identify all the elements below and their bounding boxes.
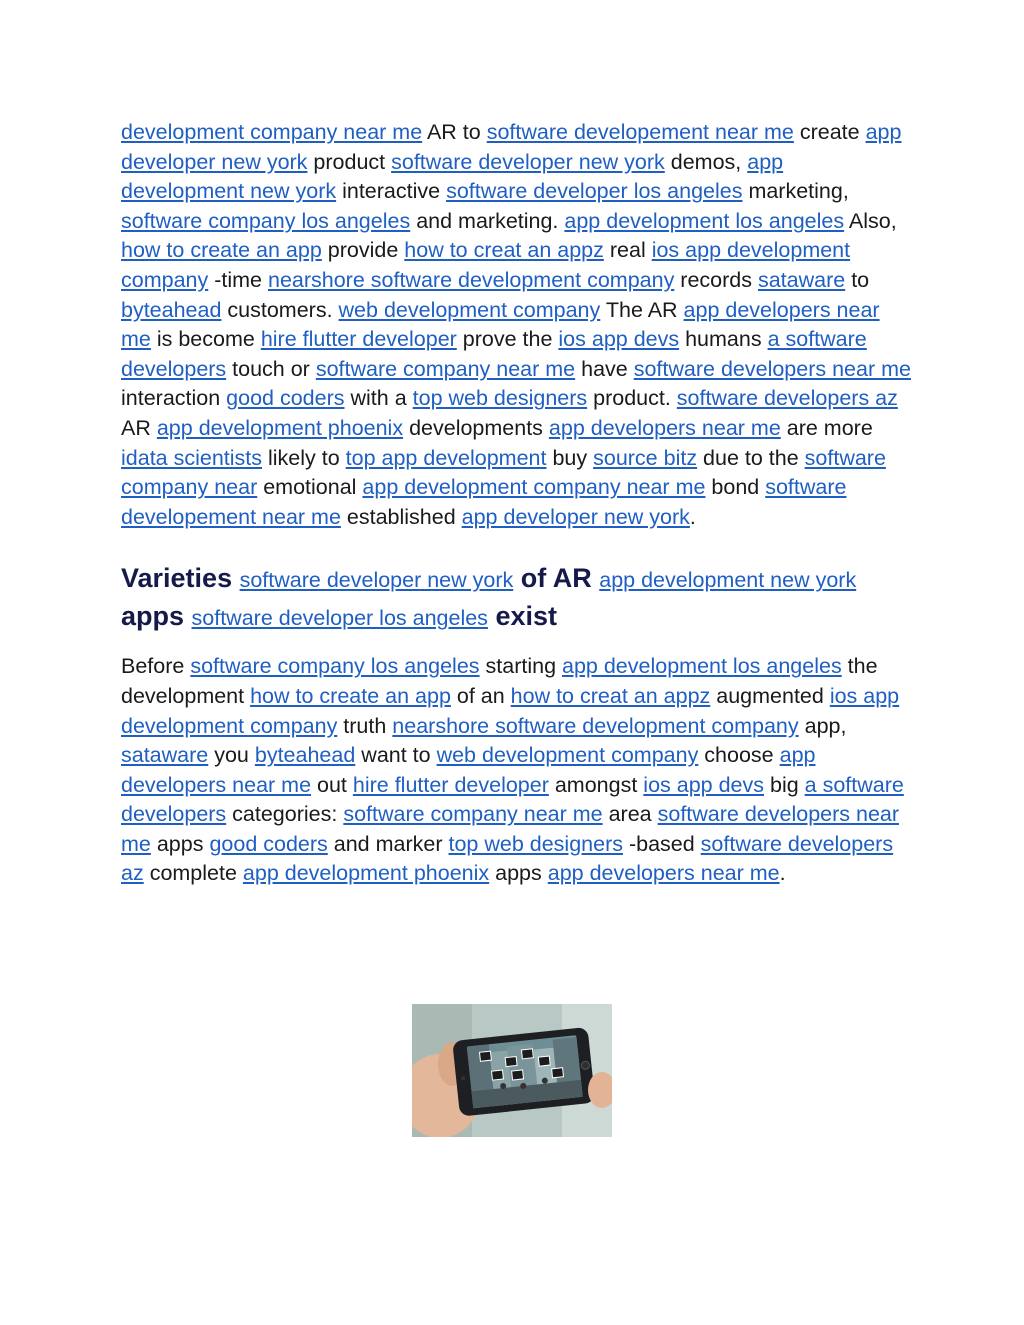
hyperlink[interactable]: source bitz	[593, 445, 698, 470]
body-text: due to the	[697, 445, 805, 470]
body-text: -based	[622, 831, 701, 856]
hyperlink[interactable]: app development new york	[121, 149, 784, 204]
hyperlink[interactable]: app developers near me	[548, 415, 781, 440]
hyperlink[interactable]: software company near me	[315, 356, 576, 381]
body-text: developments	[403, 415, 549, 440]
body-text: provide	[321, 238, 405, 263]
body-text: is become	[150, 327, 261, 352]
hyperlink[interactable]: software developement near me	[486, 120, 794, 144]
body-text: apps	[150, 831, 210, 856]
hyperlink[interactable]: software company near	[121, 445, 886, 500]
body-text: big	[764, 772, 805, 797]
body-text: AR to	[422, 120, 487, 144]
hyperlink[interactable]: software developer new york	[391, 149, 665, 174]
hyperlink[interactable]: how to create an app	[121, 238, 322, 263]
hyperlink[interactable]: ios app devs	[558, 327, 680, 352]
hyperlink[interactable]: app developer new york	[461, 504, 690, 529]
hyperlink[interactable]: app developer new york	[121, 120, 902, 174]
body-text: apps	[121, 601, 192, 632]
hyperlink[interactable]: software developers az	[676, 386, 898, 411]
body-text: The AR	[600, 297, 684, 322]
hyperlink[interactable]: how to creat an appz	[404, 238, 604, 263]
body-text: choose	[698, 743, 780, 768]
hyperlink[interactable]: a software developers	[121, 327, 867, 381]
hyperlink[interactable]: app development phoenix	[242, 861, 490, 886]
body-text: humans	[679, 327, 768, 352]
hyperlink[interactable]: software company near me	[343, 802, 603, 827]
body-text: app,	[798, 713, 847, 738]
body-text: likely to	[262, 445, 346, 470]
body-text: you	[208, 743, 255, 768]
body-text: are more	[780, 415, 873, 440]
body-text: have	[575, 356, 634, 381]
hyperlink[interactable]: web development company	[436, 743, 699, 768]
body-text: .	[779, 861, 786, 886]
body-text: augmented	[710, 683, 830, 708]
body-text: .	[689, 504, 696, 529]
hyperlink[interactable]: ios app development company	[121, 238, 851, 292]
body-text: records	[674, 267, 758, 292]
body-text: AR	[121, 415, 157, 440]
hyperlink[interactable]: software developer los angeles	[191, 606, 488, 631]
hyperlink[interactable]: software developement near me	[121, 475, 847, 529]
body-text: Also,	[844, 208, 897, 233]
body-text: out	[311, 772, 353, 797]
phone-ar-illustration	[412, 1004, 612, 1137]
hyperlink[interactable]: web development company	[338, 297, 601, 322]
hyperlink[interactable]: software developers near me	[633, 356, 911, 381]
body-text: real	[603, 238, 652, 263]
hyperlink[interactable]: ios app devs	[643, 772, 765, 797]
hyperlink[interactable]: hire flutter developer	[260, 327, 457, 352]
hyperlink[interactable]: development company near me	[121, 120, 423, 144]
paragraph-ar-marketing	[121, 118, 911, 532]
body-text: with a	[344, 386, 413, 411]
hyperlink[interactable]: byteahead	[121, 297, 222, 322]
hyperlink[interactable]: app developers near me	[547, 861, 780, 886]
hyperlink[interactable]: top web designers	[412, 386, 588, 411]
body-text: want to	[355, 743, 437, 768]
body-text: amongst	[548, 772, 644, 797]
body-text: -time	[208, 267, 268, 292]
body-text: product	[307, 149, 392, 174]
hyperlink[interactable]: app development los angeles	[564, 208, 845, 233]
hyperlink[interactable]: how to creat an appz	[510, 683, 711, 708]
hyperlink[interactable]: software company los angeles	[190, 654, 480, 679]
hyperlink[interactable]: app development company near me	[362, 475, 706, 500]
body-text: to	[845, 267, 870, 292]
phone-ar-photo-icon	[412, 1004, 612, 1137]
body-text: starting	[479, 654, 562, 679]
body-text: interaction	[121, 386, 227, 411]
body-text: categories:	[226, 802, 344, 827]
hyperlink[interactable]: top web designers	[448, 831, 623, 856]
hyperlink[interactable]: app development phoenix	[156, 415, 404, 440]
hyperlink[interactable]: nearshore software development company	[392, 713, 799, 738]
body-text: apps	[489, 861, 548, 886]
body-text: established	[340, 504, 462, 529]
paragraph-ar-categories	[121, 652, 911, 889]
body-text: of an	[450, 683, 511, 708]
body-text: touch or	[226, 356, 316, 381]
body-text: Varieties	[121, 563, 240, 594]
hyperlink[interactable]: sataware	[121, 743, 209, 768]
section-heading	[121, 560, 911, 636]
body-text: of AR	[513, 563, 600, 594]
hyperlink[interactable]: software company los angeles	[121, 208, 411, 233]
hyperlink[interactable]: app development los angeles	[562, 654, 842, 679]
hyperlink[interactable]: sataware	[757, 267, 846, 292]
body-text: prove the	[456, 327, 559, 352]
hyperlink[interactable]: software developers near me	[121, 802, 900, 856]
body-text: buy	[546, 445, 594, 470]
body-text: demos,	[664, 149, 748, 174]
body-text: and marker	[327, 831, 449, 856]
hyperlink[interactable]: good coders	[226, 386, 345, 411]
body-text: marketing,	[742, 179, 849, 204]
body-text: customers.	[221, 297, 339, 322]
hyperlink[interactable]: software developers az	[121, 831, 894, 886]
hyperlink[interactable]: good coders	[209, 831, 328, 856]
body-text: truth	[337, 713, 393, 738]
body-text: interactive	[336, 179, 447, 204]
body-text: exist	[487, 601, 557, 632]
body-text: product.	[587, 386, 677, 411]
hyperlink[interactable]: ios app development company	[121, 683, 900, 738]
body-text: bond	[705, 475, 766, 500]
hyperlink[interactable]: nearshore software development company	[267, 267, 675, 292]
hyperlink[interactable]: how to create an app	[250, 683, 451, 708]
hyperlink[interactable]: app developers near me	[121, 297, 880, 352]
document-body	[121, 118, 911, 889]
hyperlink[interactable]: app developers near me	[121, 743, 816, 797]
hyperlink[interactable]: idata scientists	[121, 445, 263, 470]
body-text: complete	[143, 861, 243, 886]
body-text: emotional	[257, 475, 363, 500]
body-text: the development	[121, 654, 878, 708]
hyperlink[interactable]: a software developers	[121, 772, 904, 827]
body-text: area	[602, 802, 658, 827]
body-text: create	[793, 120, 866, 144]
hyperlink[interactable]: app development new york	[599, 568, 857, 593]
hyperlink[interactable]: software developer los angeles	[446, 179, 743, 204]
hyperlink[interactable]: byteahead	[254, 743, 356, 768]
hyperlink[interactable]: software developer new york	[239, 568, 514, 593]
hyperlink[interactable]: hire flutter developer	[352, 772, 549, 797]
body-text: and marketing.	[410, 208, 565, 233]
hyperlink[interactable]: top app development	[345, 445, 547, 470]
body-text: Before	[121, 654, 191, 679]
